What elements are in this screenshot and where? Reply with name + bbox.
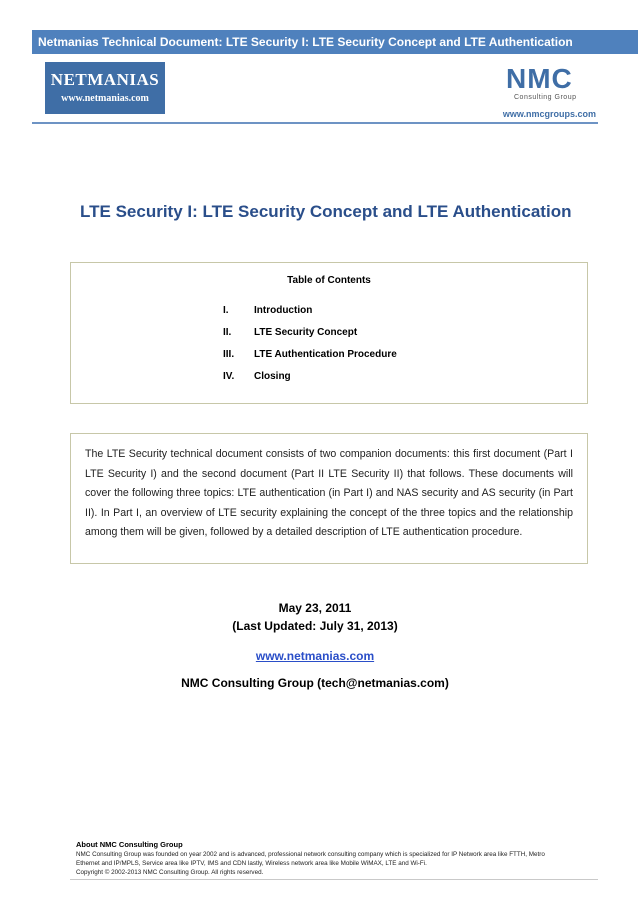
toc-item[interactable] — [223, 349, 397, 360]
footer-copyright: Copyright © 2002-2013 NMC Consulting Group. All rights reserved. — [76, 869, 264, 876]
nmc-logo[interactable] — [506, 64, 586, 104]
toc-item-number: IV. — [223, 371, 235, 382]
toc-item[interactable] — [223, 305, 312, 316]
nmc-logo-subtitle: Consulting Group — [514, 94, 577, 101]
abstract-box — [70, 433, 588, 564]
toc-item-label: LTE Authentication Procedure — [254, 349, 397, 360]
nmc-logo-mark: NMC — [506, 63, 573, 94]
header-bar-text: Netmanias Technical Document: LTE Security I: LTE Security Concept and LTE Authentication — [38, 35, 573, 49]
document-title: LTE Security I: LTE Security Concept and LTE Authentication — [80, 202, 572, 221]
last-updated: (Last Updated: July 31, 2013) — [232, 619, 398, 633]
toc-item-number: II. — [223, 327, 232, 338]
publication-date: May 23, 2011 — [278, 601, 352, 615]
footer-divider — [70, 879, 598, 880]
netmanias-logo-url: www.netmanias.com — [61, 93, 149, 104]
toc-item-label: Introduction — [254, 305, 313, 316]
header-bar — [32, 30, 638, 54]
nmc-url-link[interactable]: www.nmcgroups.com — [502, 109, 596, 119]
table-of-contents — [70, 262, 588, 404]
footer-line-2: Ethernet and IP/MPLS, Service area like IPTV, IMS and CDN lastly, Wireless network area like Mobile WiMAX, LTE and Wi-Fi. — [76, 860, 427, 867]
organization-contact: NMC Consulting Group (tech@netmanias.com) — [181, 676, 449, 690]
header-divider — [32, 122, 598, 124]
abstract-text: The LTE Security technical document consists of two companion documents: this first document (Part I LTE Security I) and the second document (Part II LTE Security II) that follows. These documents will cover the following three topics: LTE authentication (in Part I) and NAS security and AS security (in Part II). In Part I, an overview of LTE security explaining the concept of the three topics and the relationship among them will be given, followed by a detailed description of LTE authentication procedure. — [85, 448, 573, 538]
toc-item-label: LTE Security Concept — [254, 327, 358, 338]
footer — [76, 840, 596, 877]
footer-text — [76, 850, 596, 877]
toc-item-number: III. — [223, 349, 235, 360]
netmanias-logo-name: NETMANIAS — [50, 70, 160, 89]
toc-item[interactable] — [223, 371, 291, 382]
netmanias-logo[interactable] — [45, 62, 165, 114]
toc-item-number: I. — [223, 305, 229, 316]
toc-item[interactable] — [223, 327, 357, 338]
footer-title: About NMC Consulting Group — [76, 840, 183, 849]
footer-line-1: NMC Consulting Group was founded on year 2002 and is advanced, professional network consulting company which is specialized for IP Network area like FTTH, Metro — [76, 851, 545, 858]
netmanias-link[interactable]: www.netmanias.com — [255, 649, 375, 663]
toc-title: Table of Contents — [287, 275, 371, 286]
toc-item-label: Closing — [254, 371, 291, 382]
